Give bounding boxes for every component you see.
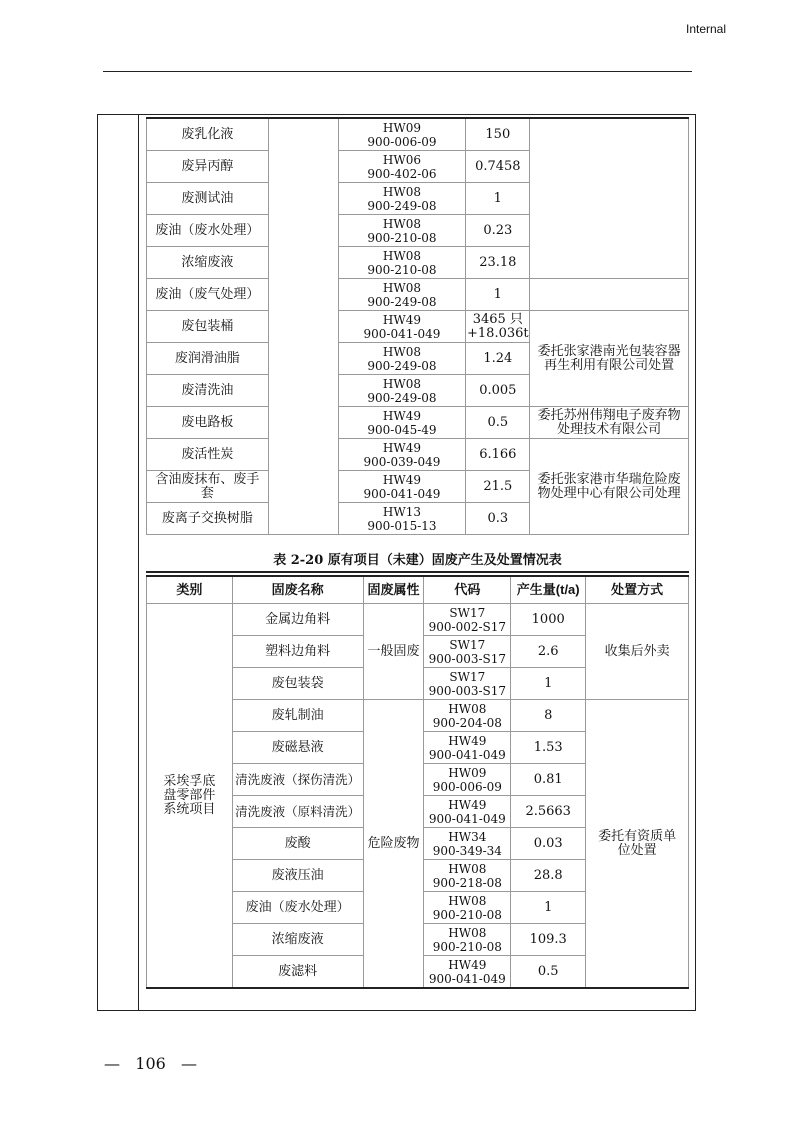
waste-amount: 21.5 bbox=[466, 471, 530, 503]
waste-name: 废包装桶 bbox=[147, 311, 269, 343]
waste-amount: 23.18 bbox=[466, 247, 530, 279]
table-header-row bbox=[147, 576, 689, 604]
waste-amount: 0.3 bbox=[466, 503, 530, 535]
waste-attribute: 一般固废 bbox=[363, 604, 424, 700]
col-header: 代码 bbox=[424, 576, 511, 604]
category-cell: 采埃孚底盘零部件系统项目 bbox=[147, 604, 233, 989]
waste-name: 清洗废液（原料清洗） bbox=[232, 796, 363, 828]
waste-amount: 28.8 bbox=[511, 860, 586, 892]
waste-amount: 0.23 bbox=[466, 215, 530, 247]
table-row bbox=[147, 439, 689, 471]
waste-amount: 150 bbox=[466, 118, 530, 151]
hazardous-waste-table-continued bbox=[146, 117, 689, 535]
waste-code: HW08 900-204-08 bbox=[424, 700, 511, 732]
waste-name: 废包装袋 bbox=[232, 668, 363, 700]
table-row bbox=[147, 311, 689, 343]
waste-amount: 0.7458 bbox=[466, 151, 530, 183]
frame-column-divider bbox=[138, 114, 139, 1011]
waste-amount: 1000 bbox=[511, 604, 586, 636]
table-caption: 表 2-20 原有项目（未建）固废产生及处置情况表 bbox=[146, 551, 689, 573]
waste-name: 清洗废液（探伤清洗） bbox=[232, 764, 363, 796]
waste-name: 浓缩废液 bbox=[147, 247, 269, 279]
waste-code: SW17 900-003-S17 bbox=[424, 668, 511, 700]
waste-name: 废酸 bbox=[232, 828, 363, 860]
disposal-blank bbox=[530, 279, 689, 311]
waste-name: 废乳化液 bbox=[147, 118, 269, 151]
waste-code: HW06 900-402-06 bbox=[338, 151, 466, 183]
waste-amount: 0.5 bbox=[511, 956, 586, 989]
waste-amount: 1.24 bbox=[466, 343, 530, 375]
waste-amount: 2.6 bbox=[511, 636, 586, 668]
waste-code: HW49 900-041-049 bbox=[338, 471, 466, 503]
col-header: 固废属性 bbox=[363, 576, 424, 604]
waste-code: HW08 900-249-08 bbox=[338, 343, 466, 375]
page-number: — 106 — bbox=[104, 1054, 198, 1073]
waste-code: HW49 900-041-049 bbox=[424, 956, 511, 989]
waste-name: 浓缩废液 bbox=[232, 924, 363, 956]
waste-name: 废油（废水处理） bbox=[147, 215, 269, 247]
waste-name: 金属边角料 bbox=[232, 604, 363, 636]
waste-amount: 1 bbox=[511, 668, 586, 700]
waste-code: HW49 900-045-49 bbox=[338, 407, 466, 439]
waste-name: 废润滑油脂 bbox=[147, 343, 269, 375]
waste-name: 废油（废气处理） bbox=[147, 279, 269, 311]
col-header: 类别 bbox=[147, 576, 233, 604]
waste-code: HW49 900-041-049 bbox=[424, 732, 511, 764]
waste-code: HW34 900-349-34 bbox=[424, 828, 511, 860]
waste-amount: 1 bbox=[466, 279, 530, 311]
waste-amount: 0.81 bbox=[511, 764, 586, 796]
waste-name: 含油废抹布、废手套 bbox=[147, 471, 269, 503]
waste-code: SW17 900-002-S17 bbox=[424, 604, 511, 636]
waste-name: 废液压油 bbox=[232, 860, 363, 892]
col-header: 产生量(t/a) bbox=[511, 576, 586, 604]
disposal-method: 委托张家港南光包装容器再生利用有限公司处置 bbox=[530, 311, 689, 407]
waste-code: HW08 900-249-08 bbox=[338, 279, 466, 311]
waste-amount: 2.5663 bbox=[511, 796, 586, 828]
waste-code: HW08 900-210-08 bbox=[338, 215, 466, 247]
waste-amount: 3465 只 +18.036t bbox=[467, 311, 529, 341]
waste-name: 塑料边角料 bbox=[232, 636, 363, 668]
table-row bbox=[147, 279, 689, 311]
header-rule bbox=[103, 71, 692, 72]
waste-amount: 1 bbox=[511, 892, 586, 924]
disposal-blank bbox=[530, 118, 689, 279]
waste-code: HW08 900-210-08 bbox=[424, 924, 511, 956]
waste-amount: 6.166 bbox=[466, 439, 530, 471]
waste-code: HW09 900-006-09 bbox=[338, 118, 466, 151]
disposal-method: 委托张家港市华瑞危险废物处理中心有限公司处理 bbox=[530, 439, 689, 535]
table-row bbox=[147, 407, 689, 439]
waste-name: 废油（废水处理） bbox=[232, 892, 363, 924]
waste-attribute: 危险废物 bbox=[363, 700, 424, 989]
waste-amount: 109.3 bbox=[511, 924, 586, 956]
waste-name: 废磁悬液 bbox=[232, 732, 363, 764]
waste-code: HW08 900-210-08 bbox=[338, 247, 466, 279]
disposal-method: 委托有资质单位处置 bbox=[586, 700, 689, 989]
waste-amount: 8 bbox=[511, 700, 586, 732]
table-row bbox=[147, 604, 689, 636]
waste-amount: 1.53 bbox=[511, 732, 586, 764]
waste-code: HW08 900-218-08 bbox=[424, 860, 511, 892]
waste-amount: 0.005 bbox=[466, 375, 530, 407]
waste-name: 废离子交换树脂 bbox=[147, 503, 269, 535]
waste-code: HW49 900-041-049 bbox=[338, 311, 466, 343]
table-row bbox=[147, 118, 689, 151]
waste-name: 废测试油 bbox=[147, 183, 269, 215]
waste-name: 废电路板 bbox=[147, 407, 269, 439]
col-header: 固废名称 bbox=[232, 576, 363, 604]
waste-code: SW17 900-003-S17 bbox=[424, 636, 511, 668]
waste-amount: 0.5 bbox=[466, 407, 530, 439]
classification-label: Internal bbox=[686, 22, 727, 36]
waste-code: HW09 900-006-09 bbox=[424, 764, 511, 796]
waste-code: HW49 900-041-049 bbox=[424, 796, 511, 828]
waste-code: HW08 900-249-08 bbox=[338, 375, 466, 407]
waste-name: 废清洗油 bbox=[147, 375, 269, 407]
disposal-method: 收集后外卖 bbox=[586, 604, 689, 700]
waste-code: HW13 900-015-13 bbox=[338, 503, 466, 535]
waste-code: HW08 900-210-08 bbox=[424, 892, 511, 924]
blank-cell bbox=[268, 118, 338, 535]
col-header: 处置方式 bbox=[586, 576, 689, 604]
disposal-method: 委托苏州伟翔电子废弃物处理技术有限公司 bbox=[530, 407, 689, 439]
waste-name: 废轧制油 bbox=[232, 700, 363, 732]
waste-name: 废异丙醇 bbox=[147, 151, 269, 183]
waste-code: HW49 900-039-049 bbox=[338, 439, 466, 471]
waste-amount: 0.03 bbox=[511, 828, 586, 860]
waste-amount: 1 bbox=[466, 183, 530, 215]
waste-name: 废活性炭 bbox=[147, 439, 269, 471]
waste-name: 废滤料 bbox=[232, 956, 363, 989]
solid-waste-table bbox=[146, 575, 689, 989]
waste-code: HW08 900-249-08 bbox=[338, 183, 466, 215]
